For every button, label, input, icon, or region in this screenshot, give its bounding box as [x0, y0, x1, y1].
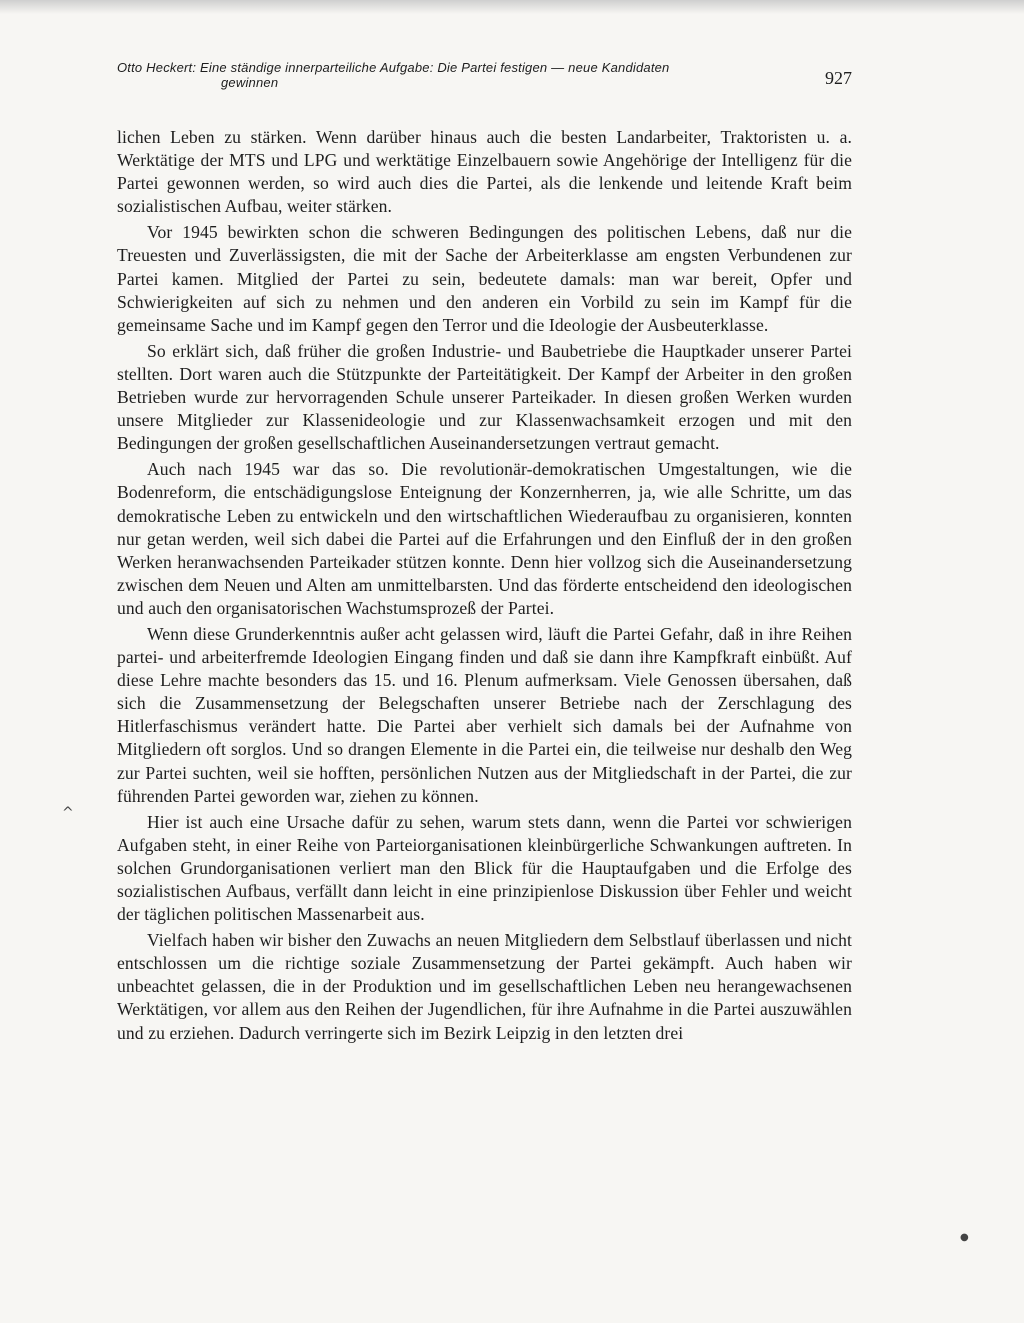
- paragraph: So erklärt sich, daß früher die großen Industrie- und Baubetriebe die Hauptkader unserer Partei stellten. Dort waren auch die Stützpunkte der Parteitätigkeit. Der Kampf der Arbeiter in den großen Betrieben wurde zur hervorragenden Schule unserer Parteikader. In diesen großen Werken wurden unsere Mitglieder zur Klassenideologie und zur Klassenwachsamkeit erzogen und mit den Bedingungen der großen gesellschaftlichen Auseinandersetzungen vertraut gemacht.: [117, 340, 852, 454]
- paragraph: Auch nach 1945 war das so. Die revolutionär-demokratischen Umgestaltungen, wie die Bodenreform, die entschädigungslose Enteignung der Konzernherren, ja, wie alle Schritte, um das demokratische Leben zu entwickeln und den wirtschaftlichen Wiederaufbau zu organisieren, konnten nur getan werden, weil sich dabei die Partei auf die Erfahrungen und den Einfluß der in den großen Werken heranwachsenden Parteikader stützen konnte. Denn hier vollzog sich die Auseinandersetzung zwischen dem Neuen und Alten am unmittelbarsten. Und das förderte entscheidend den ideologischen und auch den organisatorischen Wachstumsprozeß der Partei.: [117, 459, 852, 618]
- running-title: [117, 60, 767, 90]
- margin-speck-mark: ●: [960, 1232, 969, 1243]
- running-head: [117, 60, 852, 100]
- paragraph: Vielfach haben wir bisher den Zuwachs an neuen Mitgliedern dem Selbstlauf überlassen und nicht entschlossen um die richtige soziale Zusammensetzung der Partei gekämpft. Auch haben wir unbeachtet gelassen, die in der Produktion und im gesellschaftlichen Leben neu herangewachsenen Werktätigen, vor allem aus den Reihen der Jugendlichen, für ihre Aufnahme in die Partei auszuwählen und zu erziehen. Dadurch verringerte sich im Bezirk Leipzig in den letzten drei: [117, 930, 852, 1043]
- page-number: 927: [825, 68, 852, 88]
- paragraph: Hier ist auch eine Ursache dafür zu sehen, warum stets dann, wenn die Partei vor schwierigen Aufgaben steht, in einer Reihe von Parteiorganisationen kleinbürgerliche Schwankungen auftreten. In solchen Grundorganisationen verliert man den Blick für die Hauptaufgaben und die Erfolge des sozialistischen Aufbaus, verfällt dann leicht in eine prinzipienlose Diskussion über Fehler und weicht der täglichen politischen Massenarbeit aus.: [117, 811, 852, 925]
- running-title-line-2: gewinnen: [221, 75, 279, 90]
- paragraph: lichen Leben zu stärken. Wenn darüber hinaus auch die besten Landarbeiter, Traktoristen u. a. Werktätige der MTS und LPG und werktätige Einzelbauern sowie Angehörige der Intelligenz für die Partei gewonnen werden, so wird auch dies die Partei, als die lenkende und leitende Kraft beim sozialistischen Aufbau, weiter stärken.: [117, 127, 852, 217]
- document-page: [117, 60, 852, 1045]
- body-text: [117, 126, 852, 1045]
- running-title-line-1: Otto Heckert: Eine ständige innerparteiliche Aufgabe: Die Partei festigen — neue Kandidaten: [117, 60, 670, 75]
- paragraph: Vor 1945 bewirkten schon die schweren Bedingungen des politischen Lebens, daß nur die Treuesten und Zuverlässigsten, die mit der Sache der Arbeiterklasse am engsten Verbundenen zur Partei kamen. Mitglied der Partei zu sein, bedeutete damals: man war bereit, Opfer und Schwierigkeiten auf sich zu nehmen und den anderen ein Vorbild zu sein im Kampf für die gemeinsame Sache und im Kampf gegen den Terror und die Ideologie der Ausbeuterklasse.: [117, 222, 852, 335]
- paragraph: Wenn diese Grunderkenntnis außer acht gelassen wird, läuft die Partei Gefahr, daß in ihre Reihen partei- und arbeiterfremde Ideologien Eingang finden und daß sie dann ihre Kampfkraft einbüßt. Auf diese Lehre machte besonders das 15. und 16. Plenum aufmerksam. Viele Genossen übersahen, daß sich die Zusammensetzung der Belegschaften unserer Betriebe nach der Zerschlagung des Hitlerfaschismus verändert hatte. Die Partei aber verhielt sich damals bei der Aufnahme von Mitgliedern oft sorglos. Und so drangen Elemente in die Partei ein, die teilweise nur deshalb den Weg zur Partei suchten, weil sie hofften, persönlichen Nutzen aus der Mitgliedschaft in der Partei, die zur führenden Partei geworden war, ziehen zu können.: [117, 623, 852, 806]
- scan-edge: [0, 0, 1024, 14]
- margin-caret-mark: ^: [62, 805, 74, 821]
